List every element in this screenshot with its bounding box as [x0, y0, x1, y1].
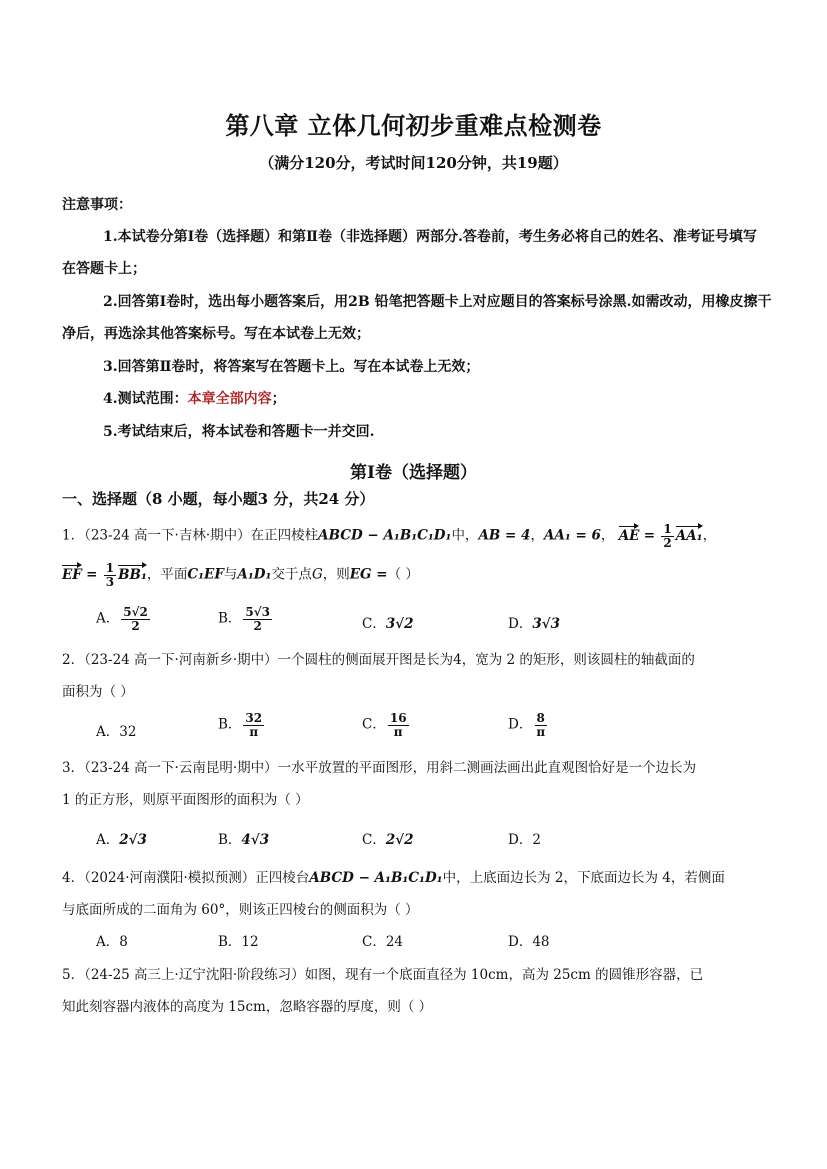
option-fraction — [121, 606, 150, 632]
q1-prism: ABCD − A₁B₁C₁D₁ — [318, 527, 452, 544]
notice-item-3: 3.回答第Ⅱ卷时，将答案写在答题卡上。写在本试卷上无效； — [103, 359, 480, 375]
q1-sep: ， — [530, 527, 544, 544]
q1-text-with: 与 — [223, 566, 238, 583]
q1-equals: = — [643, 527, 656, 544]
q3-option-d: D．2 — [508, 832, 541, 848]
exam-info: （满分120分，考试时间120分钟，共19题） — [259, 154, 568, 172]
notice-item-4 — [103, 388, 286, 408]
fraction-denominator: π — [536, 724, 546, 739]
fraction-numerator: 1 — [663, 522, 672, 536]
q4-option-b: B．12 — [218, 934, 259, 950]
fraction-denominator: 2 — [131, 618, 140, 633]
q1-fraction-half — [661, 523, 673, 549]
q4-source: 4．（2024·河南濮阳·模拟预测）正四棱台 — [62, 870, 310, 886]
question-4-line-2: 与底面所成的二面角为 60°，则该正四棱台的侧面积为（ ） — [62, 902, 419, 918]
fraction-numerator: 32 — [245, 711, 263, 725]
q2-option-d — [508, 712, 549, 738]
q1-vector-aa1: AA₁ — [675, 527, 703, 544]
q4-option-c: C．24 — [362, 934, 404, 950]
option-value: 3√2 — [385, 616, 414, 632]
q1-equals: = — [86, 566, 98, 583]
option-fraction — [388, 712, 409, 738]
q1-vector-bb1: BB₁ — [118, 566, 147, 583]
notice-item-2: 2.回答第Ⅰ卷时，选出每小题答案后，用2B 铅笔把答题卡上对应题目的答案标号涂黑.如需改动，用橡皮擦干 — [103, 294, 772, 310]
fraction-numerator: 5√3 — [245, 605, 271, 619]
notice-item-4-prefix: 4.测试范围： — [103, 391, 188, 407]
question-1-line-1 — [62, 523, 716, 549]
q2-option-a: A．32 — [96, 724, 137, 740]
question-3-line-2: 1 的正方形，则原平面图形的面积为（ ） — [62, 792, 309, 808]
q1-plane-c1ef: C₁EF — [187, 566, 224, 583]
q1-sep: ， — [600, 527, 615, 544]
fraction-denominator: π — [249, 724, 259, 739]
question-1-line-2 — [62, 562, 419, 588]
option-label: C． — [362, 616, 386, 632]
q1-line-a1d1: A₁D₁ — [237, 566, 272, 583]
option-label: B． — [218, 832, 242, 848]
notice-item-2-cont: 净后，再选涂其他答案标号。写在本试卷上无效； — [62, 326, 370, 342]
question-2-line-1: 2．（23-24 高一下·河南新乡·期中）一个圆柱的侧面展开图是长为4，宽为 2 的矩形，则该圆柱的轴截面的 — [62, 652, 695, 668]
q1-text-then: ，则 — [322, 566, 350, 583]
q4-text: 中，上底面边长为 2，下底面边长为 4，若侧面 — [442, 870, 725, 886]
option-label: C． — [362, 716, 386, 733]
q4-option-d: D．48 — [508, 934, 550, 950]
notice-item-1: 1.本试卷分第Ⅰ卷（选择题）和第Ⅱ卷（非选择题）两部分.答卷前，考生务必将自己的姓名、准考证号填写 — [103, 229, 757, 245]
question-3-line-1: 3．（23-24 高一下·云南昆明·期中）一水平放置的平面图形，用斜二测画法画出此直观图恰好是一个边长为 — [62, 760, 697, 776]
fraction-denominator: π — [393, 724, 403, 739]
fraction-numerator: 8 — [536, 711, 545, 725]
question-4-line-1 — [62, 866, 725, 886]
q2-option-c — [362, 712, 411, 738]
q1-option-a — [96, 606, 152, 632]
option-label: D． — [508, 716, 533, 733]
q1-aa1: AA₁ = 6 — [543, 527, 601, 544]
q3-option-c — [362, 828, 414, 848]
q1-vector-ae: AE — [618, 527, 640, 544]
fraction-denominator: 2 — [663, 535, 672, 550]
q1-vector-ef: EF — [62, 566, 82, 583]
page-title: 第八章 立体几何初步重难点检测卷 — [225, 111, 602, 140]
question-2-line-2: 面积为（ ） — [62, 684, 134, 700]
q1-ab: AB = 4 — [478, 527, 531, 544]
q1-fraction-third — [104, 562, 116, 588]
q1-text: 中， — [451, 527, 479, 544]
q1-point-g: G — [311, 566, 323, 583]
option-label: C． — [362, 832, 386, 848]
notice-heading: 注意事项： — [62, 197, 132, 213]
q4-option-a: A．8 — [96, 934, 128, 950]
part-heading: 一、选择题（8 小题，每小题3 分，共24 分） — [62, 490, 375, 508]
fraction-denominator: 2 — [253, 618, 262, 633]
notice-item-1-cont: 在答题卡上； — [62, 261, 146, 277]
fraction-denominator: 3 — [105, 574, 115, 589]
option-value: 3√3 — [532, 616, 560, 632]
q1-comma: ， — [702, 527, 717, 544]
notice-item-4-suffix: ； — [271, 391, 286, 407]
q1-source: 1．（23-24 高一下·吉林·期中）在正四棱柱 — [62, 527, 319, 544]
q1-text-plane: ，平面 — [146, 566, 188, 583]
q3-option-b — [218, 828, 269, 848]
option-fraction — [534, 712, 547, 738]
q1-answer-blank: （ ） — [387, 566, 419, 583]
fraction-numerator: 5√2 — [123, 605, 148, 619]
option-value: 4√3 — [241, 832, 270, 848]
q3-option-a — [96, 828, 147, 848]
fraction-numerator: 1 — [105, 561, 115, 575]
option-label: D． — [508, 616, 533, 632]
q1-eg: EG = — [349, 566, 388, 583]
option-fraction — [243, 606, 272, 632]
fraction-numerator: 16 — [389, 711, 407, 725]
option-fraction — [243, 712, 264, 738]
option-label: B． — [218, 716, 242, 733]
option-label: A． — [96, 610, 120, 627]
section-title: 第Ⅰ卷（选择题） — [350, 463, 477, 483]
q1-option-d — [508, 612, 560, 632]
notice-item-5: 5.考试结束后，将本试卷和答题卡一并交回. — [103, 424, 375, 440]
q4-frustum: ABCD − A₁B₁C₁D₁ — [309, 870, 443, 886]
question-5-line-2: 知此刻容器内液体的高度为 15cm，忽略容器的厚度，则（ ） — [62, 999, 433, 1015]
q1-option-c — [362, 612, 414, 632]
question-5-line-1: 5．（24-25 高三上·辽宁沈阳·阶段练习）如图，现有一个底面直径为 10cm，高为 25cm 的圆锥形容器，已 — [62, 967, 704, 983]
q2-option-b — [218, 712, 266, 738]
option-value: 2√2 — [385, 832, 414, 848]
test-scope: 本章全部内容 — [187, 391, 272, 407]
option-value: 2√3 — [119, 832, 147, 848]
option-label: A． — [96, 832, 120, 848]
option-label: B． — [218, 610, 242, 627]
q1-text-meet: 交于点 — [271, 566, 312, 583]
q1-option-b — [218, 606, 274, 632]
